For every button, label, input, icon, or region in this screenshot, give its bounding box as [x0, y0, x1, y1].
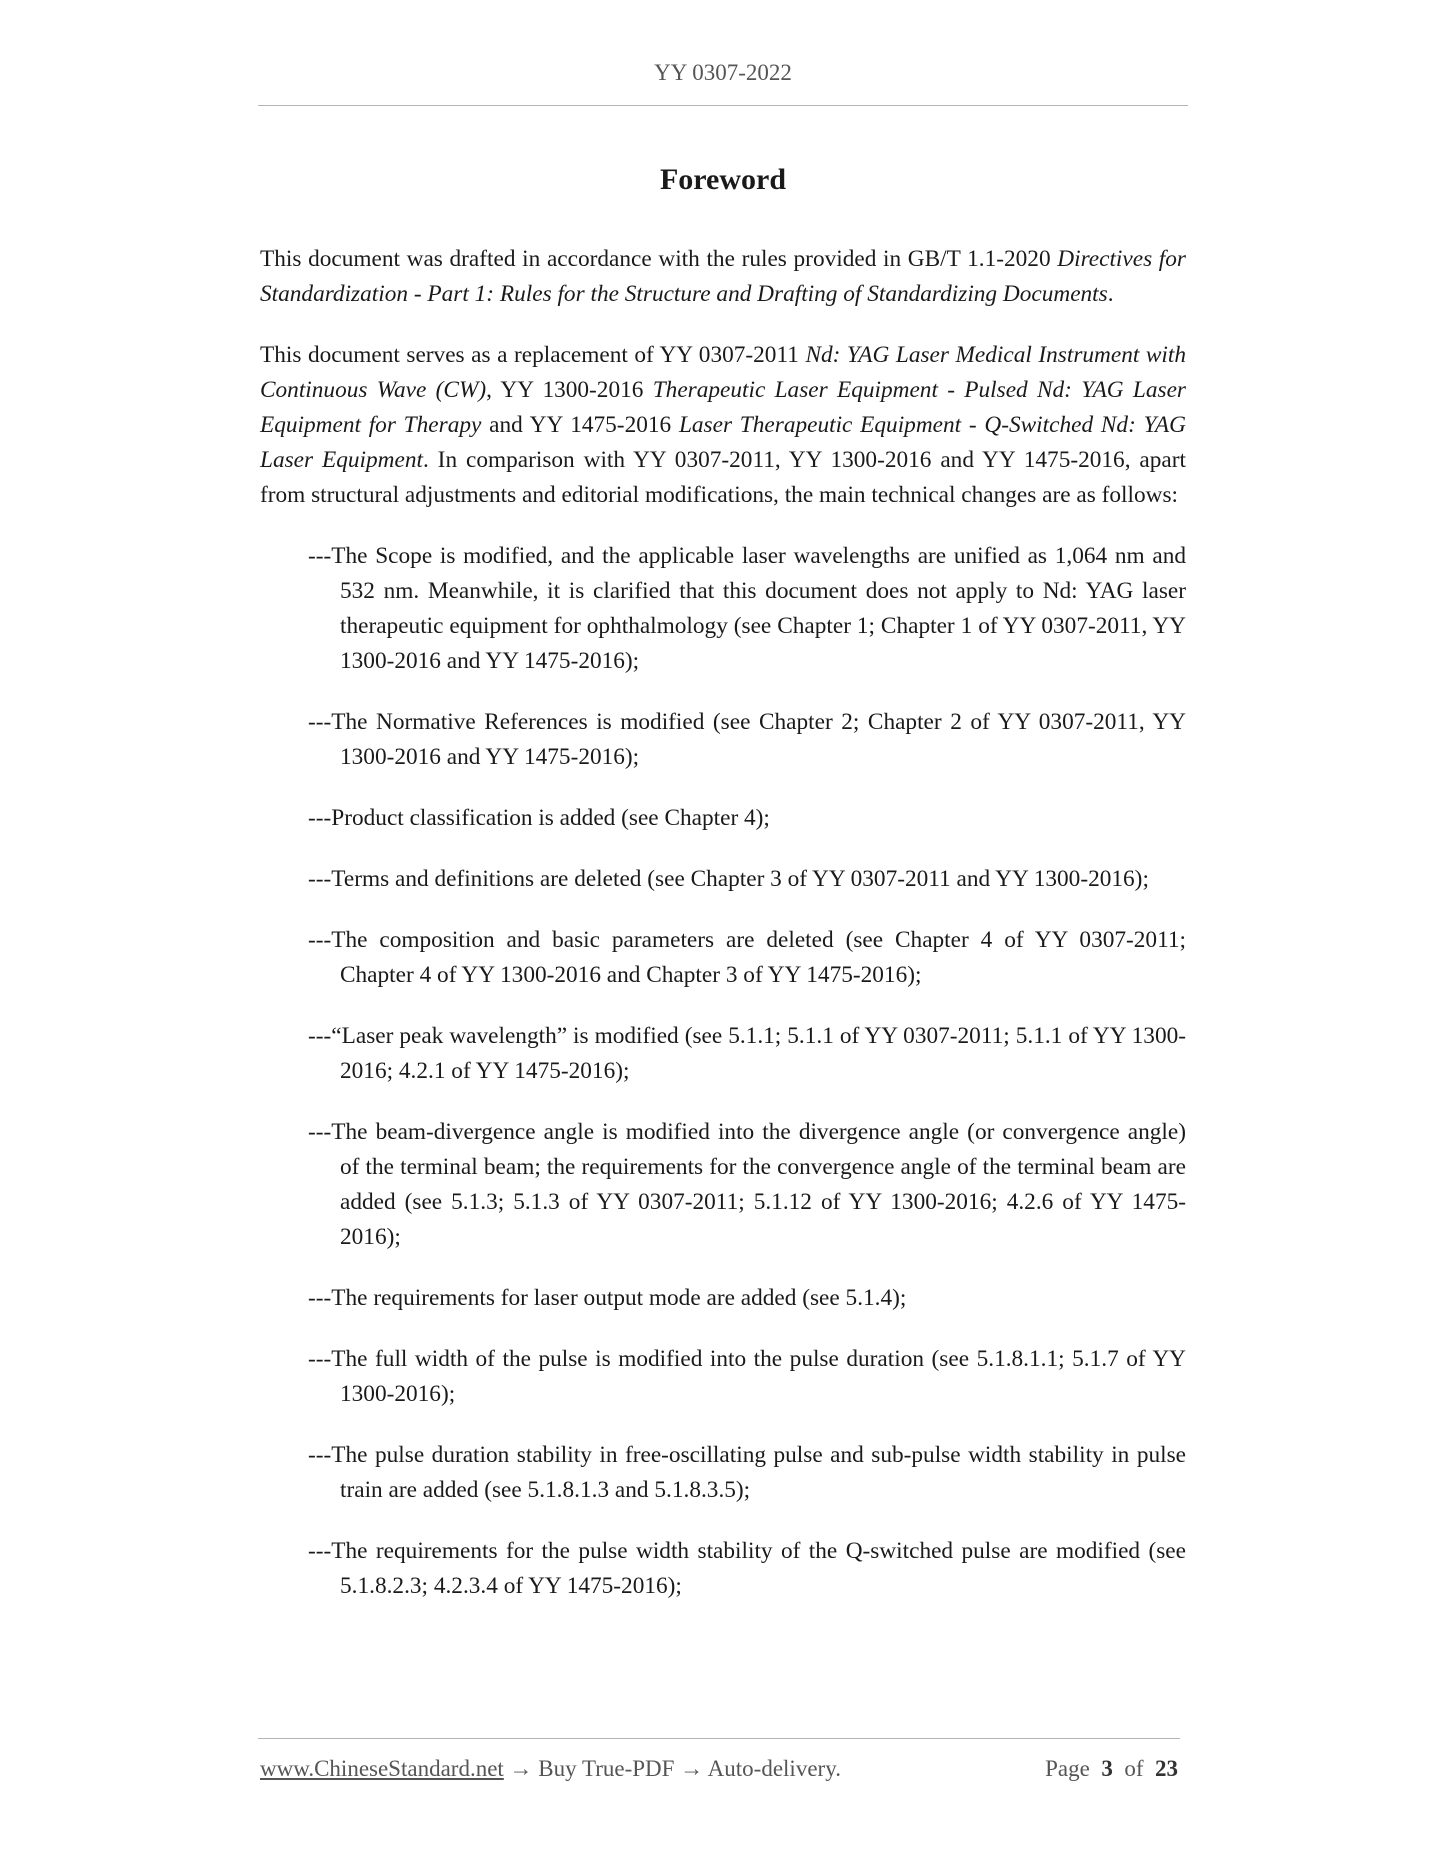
buy-pdf-text: Buy True-PDF [538, 1756, 675, 1781]
page-footer [260, 1756, 1178, 1782]
document-body [260, 242, 1186, 1630]
change-text: The pulse duration stability in free-oscillating pulse and sub-pulse width stability in pulse train are added (see 5.1.8.1.3 and 5.1.8.3.5); [331, 1442, 1186, 1503]
change-item [260, 539, 1186, 679]
change-item [260, 801, 1186, 836]
paragraph-drafting-rules [260, 242, 1186, 312]
change-item [260, 1534, 1186, 1604]
page-label: Page [1045, 1756, 1090, 1781]
change-item [260, 705, 1186, 775]
p2-cited-title-1: Nd: YAG Laser Medical Instrument with Continuous Wave (CW) [260, 342, 1187, 403]
change-text: The requirements for the pulse width stability of the Q-switched pulse are modified (see 5.1.8.2.3; 4.2.3.4 of YY 1475-2016); [331, 1538, 1186, 1599]
change-text: The beam-divergence angle is modified into the divergence angle (or convergence angle) of the terminal beam; the requirements for the convergence angle of the terminal beam are added (see 5.1.3; 5.1.3 of YY 0307-2011; 5.1.12 of YY 1300-2016; 4.2.6 of YY 1475-2016); [331, 1119, 1186, 1250]
change-item [260, 1019, 1186, 1089]
page-title: Foreword [659, 163, 787, 196]
change-text: “Laser peak wavelength” is modified (see 5.1.1; 5.1.1 of YY 0307-2011; 5.1.1 of YY 1300-2016; 4.2.1 of YY 1475-2016); [331, 1023, 1186, 1084]
footer-promo [260, 1756, 841, 1782]
dash-marker: --- [308, 1346, 332, 1372]
change-item [260, 862, 1186, 897]
dash-marker: --- [308, 927, 332, 953]
dash-marker: --- [308, 543, 332, 569]
of-label: of [1124, 1756, 1144, 1781]
p2-text-c: , YY 1300-2016 [486, 377, 653, 403]
change-text: Product classification is added (see Chapter 4); [331, 805, 770, 831]
p1-cited-title: Directives for Standardization - Part 1: Rules for the Structure and Drafting of Standardizing Documents [260, 246, 1186, 307]
change-text: The Normative References is modified (see Chapter 2; Chapter 2 of YY 0307-2011, YY 1300-2016 and YY 1475-2016); [331, 709, 1186, 770]
arrow-icon: → [509, 1756, 533, 1781]
dash-marker: --- [308, 805, 332, 831]
p2-text-g: . In comparison with YY 0307-2011, YY 1300-2016 and YY 1475-2016, apart from structural adjustments and editorial modifications, the main technical changes are as follows: [260, 447, 1186, 508]
total-pages: 23 [1155, 1756, 1178, 1781]
p2-cited-title-3: Laser Therapeutic Equipment - Q-Switched Nd: YAG Laser Equipment [260, 412, 1186, 473]
change-text: The requirements for laser output mode are added (see 5.1.4); [331, 1285, 907, 1311]
p1-text: This document was drafted in accordance with the rules provided in GB/T 1.1-2020 [260, 246, 1058, 272]
dash-marker: --- [308, 1285, 332, 1311]
arrow-icon: → [680, 1756, 704, 1781]
p2-text-a: This document serves as a replacement of YY 0307-2011 [260, 342, 806, 368]
change-text: The Scope is modified, and the applicable laser wavelengths are unified as 1,064 nm and 532 nm. Meanwhile, it is clarified that this document does not apply to Nd: YAG laser therapeutic equipment for ophthalmology (see Chapter 1; Chapter 1 of YY 0307-2011, YY 1300-2016 and YY 1475-2016); [331, 543, 1186, 674]
website-link[interactable]: www.ChineseStandard.net [260, 1756, 504, 1781]
running-header: YY 0307-2022 [654, 60, 792, 85]
dash-marker: --- [308, 1538, 332, 1564]
dash-marker: --- [308, 1023, 332, 1049]
dash-marker: --- [308, 709, 332, 735]
change-item [260, 1342, 1186, 1412]
p1-end: . [1107, 281, 1114, 307]
change-text: Terms and definitions are deleted (see Chapter 3 of YY 0307-2011 and YY 1300-2016); [331, 866, 1149, 892]
change-item [260, 1281, 1186, 1316]
footer-rule [258, 1738, 1180, 1739]
change-item [260, 1115, 1186, 1255]
change-item [260, 1438, 1186, 1508]
change-item [260, 923, 1186, 993]
change-text: The full width of the pulse is modified into the pulse duration (see 5.1.8.1.1; 5.1.7 of YY 1300-2016); [331, 1346, 1186, 1407]
current-page: 3 [1101, 1756, 1113, 1781]
paragraph-replacement [260, 338, 1186, 513]
dash-marker: --- [308, 1119, 332, 1145]
change-text: The composition and basic parameters are deleted (see Chapter 4 of YY 0307-2011; Chapter 4 of YY 1300-2016 and Chapter 3 of YY 1475-2016); [331, 927, 1186, 988]
dash-marker: --- [308, 866, 332, 892]
header-rule [258, 105, 1188, 106]
page-number [1045, 1756, 1178, 1782]
p2-text-e: and YY 1475-2016 [481, 412, 679, 438]
delivery-text: Auto-delivery. [707, 1756, 841, 1781]
dash-marker: --- [308, 1442, 332, 1468]
p2-cited-title-2: Therapeutic Laser Equipment - Pulsed Nd: YAG Laser Equipment for Therapy [260, 377, 1187, 438]
